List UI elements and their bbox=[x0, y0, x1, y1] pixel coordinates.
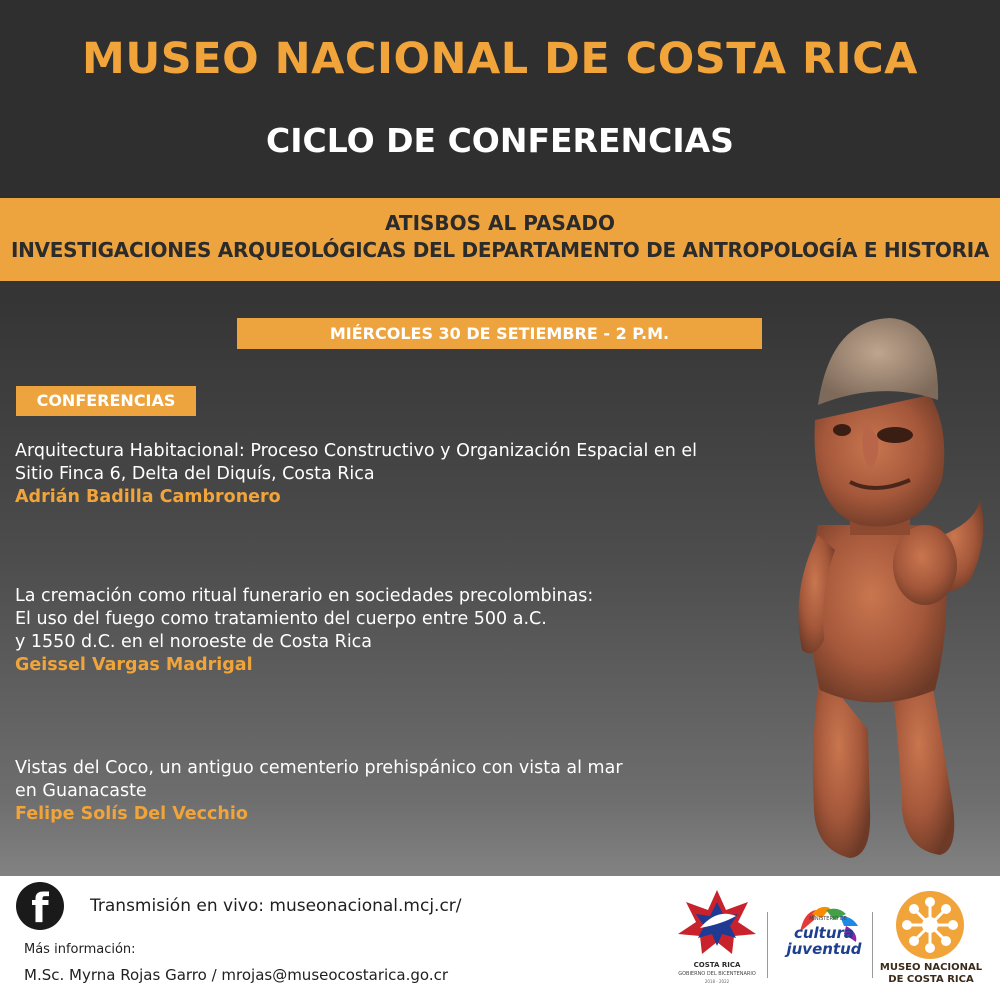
footer bbox=[0, 876, 1000, 1000]
museum-logo-name-line2: DE COSTA RICA bbox=[888, 974, 974, 985]
gov-logo-subcaption: GOBIERNO DEL BICENTENARIO bbox=[678, 971, 756, 977]
conferences-label: CONFERENCIAS bbox=[16, 386, 196, 416]
gov-logo-years: 2018 - 2022 bbox=[704, 979, 730, 984]
talk-item bbox=[15, 440, 775, 509]
ceramic-figurine-image bbox=[780, 310, 995, 870]
logo-divider bbox=[872, 912, 873, 978]
costa-rica-government-logo bbox=[676, 888, 758, 956]
gov-logo-caption: COSTA RICA bbox=[693, 961, 741, 969]
talk-item bbox=[15, 585, 775, 677]
museo-nacional-logo bbox=[895, 890, 965, 960]
series-title: ATISBOS AL PASADO bbox=[385, 211, 615, 235]
ministry-word-youth: juventud bbox=[786, 940, 862, 958]
live-stream-link[interactable]: Transmisión en vivo: museonacional.mcj.cr/ bbox=[90, 896, 462, 916]
talk-title: Arquitectura Habitacional: Proceso Constructivo y Organización Espacial en el Sitio Finca 6, Delta del Diquís, Costa Rica bbox=[15, 441, 697, 484]
talk-item bbox=[15, 757, 775, 826]
ministry-small-label: MINISTERIO DE bbox=[809, 916, 847, 922]
talk-title: Vistas del Coco, un antiguo cementerio prehispánico con vista al mar en Guanacaste bbox=[15, 758, 623, 801]
contact-info: M.Sc. Myrna Rojas Garro / mrojas@museocostarica.go.cr bbox=[24, 966, 449, 984]
talk-author: Geissel Vargas Madrigal bbox=[15, 655, 253, 675]
more-info-label: Más información: bbox=[24, 942, 136, 957]
logo-divider bbox=[767, 912, 768, 978]
event-date: MIÉRCOLES 30 DE SETIEMBRE - 2 P.M. bbox=[237, 318, 762, 349]
talk-author: Felipe Solís Del Vecchio bbox=[15, 804, 248, 824]
series-subtitle: INVESTIGACIONES ARQUEOLÓGICAS DEL DEPARTAMENTO DE ANTROPOLOGÍA E HISTORIA bbox=[10, 238, 990, 262]
talk-title: La cremación como ritual funerario en sociedades precolombinas: El uso del fuego como tratamiento del cuerpo entre 500 a.C. y 1550 d.C. en el noroeste de Costa Rica bbox=[15, 586, 594, 652]
museum-logo-name-line1: MUSEO NACIONAL bbox=[879, 962, 983, 973]
series-banner bbox=[0, 198, 1000, 281]
talk-author: Adrián Badilla Cambronero bbox=[15, 487, 281, 507]
header bbox=[0, 0, 1000, 198]
ministry-word-culture: cultura bbox=[793, 924, 855, 942]
facebook-icon[interactable]: f bbox=[16, 882, 64, 930]
cycle-title: CICLO DE CONFERENCIAS bbox=[266, 121, 734, 160]
museum-title: MUSEO NACIONAL DE COSTA RICA bbox=[82, 34, 918, 84]
